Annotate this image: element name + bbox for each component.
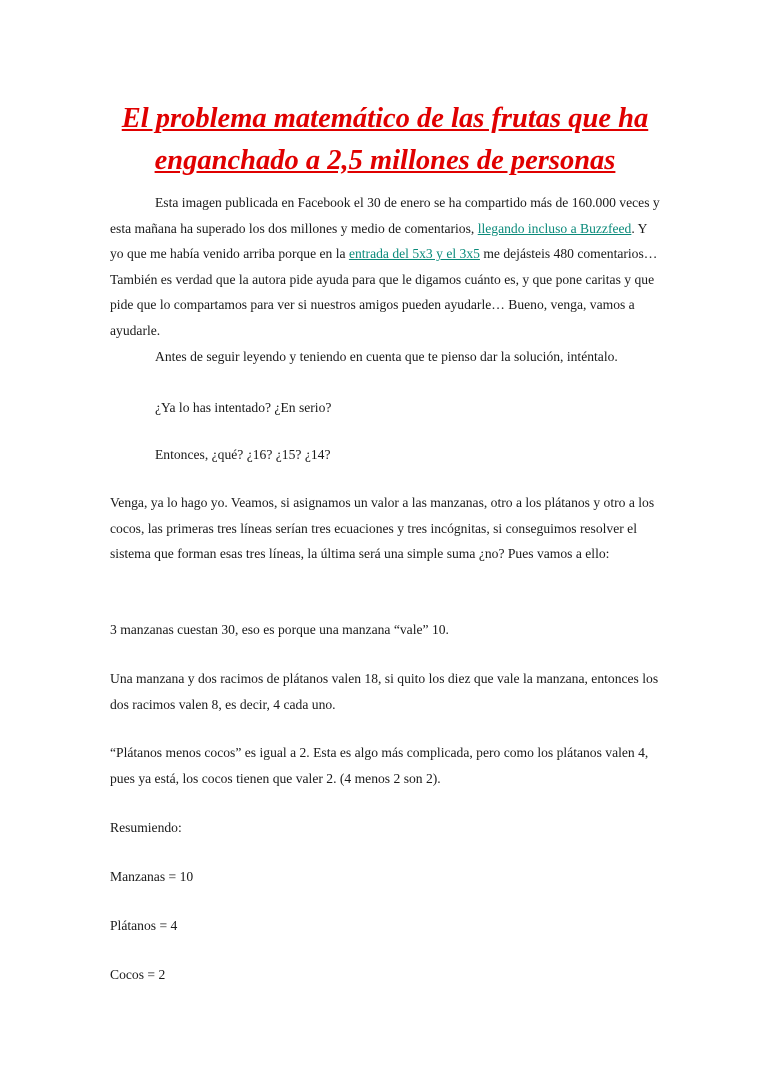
summary-heading: Resumiendo: — [110, 820, 182, 835]
result-apples: Manzanas = 10 — [110, 869, 194, 884]
try-it-paragraph: Antes de seguir leyendo y teniendo en cuenta que te pienso dar la solución, inténtalo. — [155, 349, 618, 364]
buzzfeed-link[interactable]: llegando incluso a Buzzfeed — [477, 220, 632, 236]
guesses-paragraph: Entonces, ¿qué? ¿16? ¿15? ¿14? — [155, 447, 331, 462]
apples-paragraph: 3 manzanas cuestan 30, eso es porque una manzana “vale” 10. — [110, 622, 449, 637]
entrada-5x3-link[interactable]: entrada del 5x3 y el 3x5 — [348, 246, 480, 262]
result-bananas: Plátanos = 4 — [110, 918, 178, 933]
intro-text-1: Esta imagen publicada en Facebook el 30 de enero se ha compartido más de 160.000 veces y esta mañana ha superado los dos millones y medio de comentarios, — [110, 195, 660, 236]
bananas-paragraph: Una manzana y dos racimos de plátanos valen 18, si quito los diez que vale la manzana, entonces los dos racimos valen 8, es decir, 4 cada uno. — [110, 671, 659, 712]
intro-paragraph — [110, 190, 662, 344]
coconuts-paragraph: “Plátanos menos cocos” es igual a 2. Esta es algo más complicada, pero como los plátanos valen 4, pues ya está, los cocos tienen que valer 2. (4 menos 2 son 2). — [110, 745, 649, 786]
article-title: El problema matemático de las frutas que ha enganchado a 2,5 millones de personas — [121, 103, 649, 176]
solution-intro-paragraph: Venga, ya lo hago yo. Veamos, si asignamos un valor a las manzanas, otro a los plátanos y otro a los cocos, las primeras tres líneas serían tres ecuaciones y tres incógnitas, si conseguimos resolver el sistema que forman esas tres líneas, la última será una simple suma ¿no? Pues vamos a ello: — [110, 495, 655, 562]
intro-text-2: . Y yo que me había venido arriba porque en la — [110, 220, 647, 262]
result-coconuts: Cocos = 2 — [110, 967, 166, 982]
tried-question-paragraph: ¿Ya lo has intentado? ¿En serio? — [155, 400, 332, 415]
intro-text-3: me dejásteis 480 comentarios… También es verdad que la autora pide ayuda para que le digamos cuánto es, y que pone caritas y que pide que lo compartamos para ver si nuestros amigos pueden ayudarle… Bueno, venga, vamos a ayudarle. — [110, 246, 658, 338]
